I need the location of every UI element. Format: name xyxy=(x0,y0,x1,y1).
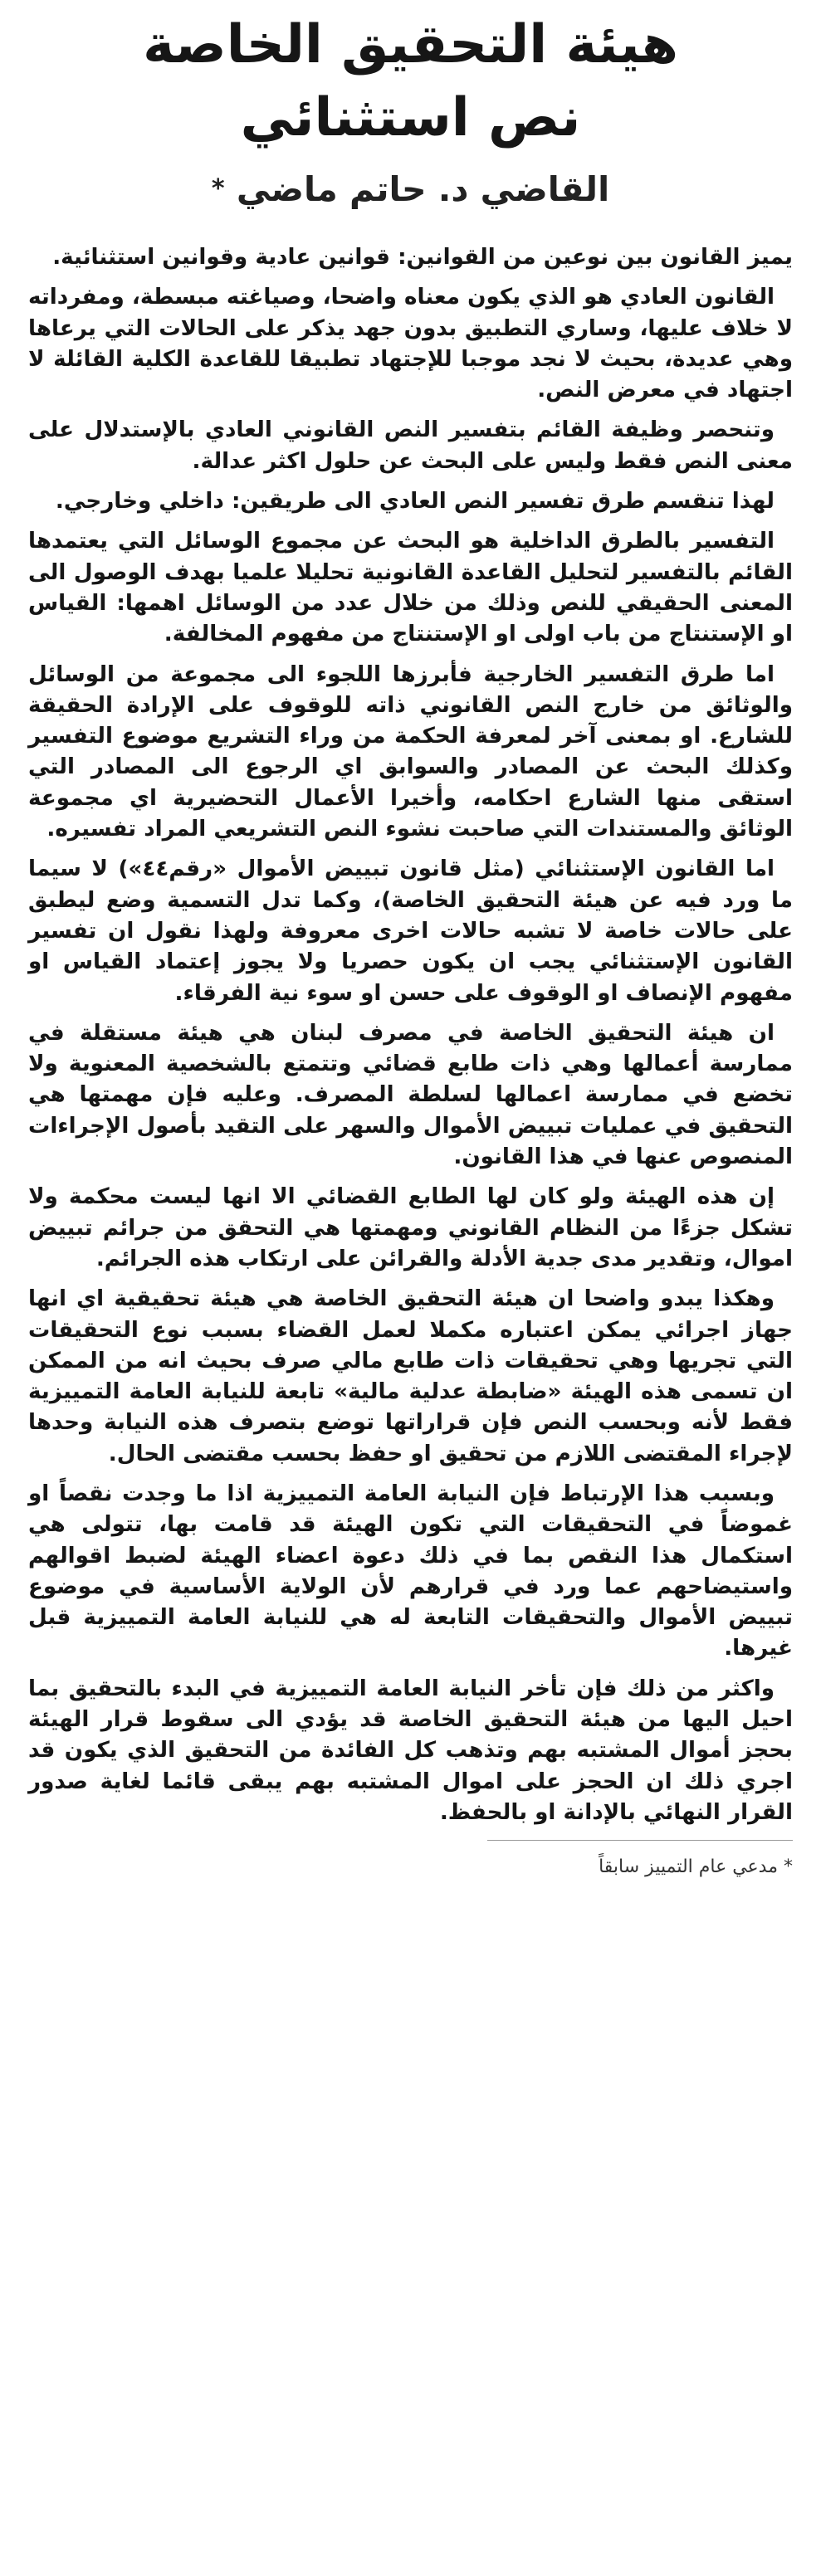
headline-line-1: هيئة التحقيق الخاصة xyxy=(143,14,678,76)
headline-line-2: نص استثنائي xyxy=(240,87,581,149)
paragraph-2: القانون العادي هو الذي يكون معناه واضحا، وصياغته مبسطة، ومفرداته لا خلاف عليها، وساري التطبيق بدون جهد يذكر على الحالات التي يرعاها وهي عديدة، بحيث لا نجد موجبا للإجتهاد تطبيقا للقاعدة الكلية القائلة لا اجتهاد في معرض النص. xyxy=(28,285,793,403)
footnote-divider xyxy=(487,1840,793,1841)
author-byline xyxy=(28,164,793,214)
author-name: القاضي د. حاتم ماضي xyxy=(236,169,610,209)
paragraph-10: وهكذا يبدو واضحا ان هيئة التحقيق الخاصة هي هيئة تحقيقية اي انها جهاز اجرائي يمكن اعتباره مكملا لعمل القضاء بسبب نوع التحقيقات التي تجريها وهي تحقيقات ذات طابع مالي صرف بحيث انه من الممكن ان تسمى هذه الهيئة «ضابطة عدلية مالية» تابعة للنيابة العامة التمييزية فقط لأنه وبحسب النص فإن قراراتها توضع بتصرف هذه النيابة وحدها لإجراء المقتضى اللازم من تحقيق او حفظ بحسب مقتضى الحال. xyxy=(28,1286,793,1466)
author-footnote-marker: * xyxy=(211,174,225,203)
paragraph-9: إن هذه الهيئة ولو كان لها الطابع القضائي الا انها ليست محكمة ولا تشكل جزءًا من النظام القانوني ومهمتها هي التحقق من جرائم تبييض اموال، وتقدير مدى جدية الأدلة والقرائن على ارتكاب هذه الجرائم. xyxy=(28,1184,793,1271)
paragraph-8: ان هيئة التحقيق الخاصة في مصرف لبنان هي هيئة مستقلة في ممارسة أعمالها وهي ذات طابع قضائي وتتمتع بالشخصية المعنوية ولا تخضع في ممارسة اعمالها لسلطة المصرف. وعليه فإن مهمتها هي التحقيق في عمليات تبييض الأموال والسهر على التقيد بأصول الإجراءات المنصوص عنها في هذا القانون. xyxy=(28,1020,793,1170)
author-footnote: * مدعي عام التمييز سابقاً xyxy=(599,1856,793,1878)
paragraph-12: واكثر من ذلك فإن تأخر النيابة العامة التمييزية في البدء بالتحقيق بما احيل اليها من هيئة التحقيق الخاصة قد يؤدي الى سقوط قرار الهيئة بحجز أموال المشتبه بهم وتذهب كل الفائدة من التحقيق الذي يكون قد اجري ذلك ان الحجز على اموال المشتبه بهم يبقى قائما لغاية صدور القرار النهائي بالإدانة او بالحفظ. xyxy=(28,1676,793,1825)
paragraph-5: التفسير بالطرق الداخلية هو البحث عن مجموع الوسائل التي يعتمدها القائم بالتفسير لتحليل القاعدة القانونية تحليلا علميا بهدف الوصول الى المعنى الحقيقي للنص وذلك من خلال عدد من الوسائل اهمها: القياس او الإستنتاج من باب اولى او الإستنتاج من مفهوم المخالفة. xyxy=(28,529,793,647)
paragraph-3: وتنحصر وظيفة القائم بتفسير النص القانوني العادي بالإستدلال على معنى النص فقط وليس على البحث عن حلول اكثر عدالة. xyxy=(28,417,793,474)
paragraph-4: لهذا تنقسم طرق تفسير النص العادي الى طريقين: داخلي وخارجي. xyxy=(55,489,775,515)
paragraph-1: يميز القانون بين نوعين من القوانين: قوانين عادية وقوانين استثنائية. xyxy=(52,245,793,270)
paragraph-11: وبسبب هذا الإرتباط فإن النيابة العامة التمييزية اذا ما وجدت نقصاً او غموضاً في التحقيقات التي تكون الهيئة قد قامت بها، تتولى هي استكمال هذا النقص بما في ذلك دعوة اعضاء الهيئة لضبط اقوالهم واستيضاحهم عما ورد في قرارهم لأن الولاية الأساسية في موضوع تبييض الأموال والتحقيقات التابعة له هي للنيابة العامة التمييزية قبل غيرها. xyxy=(28,1481,793,1661)
article-body xyxy=(28,242,793,1828)
paragraph-7: اما القانون الإستثنائي (مثل قانون تبييض الأموال «رقم٤٤») لا سيما ما ورد فيه عن هيئة التحقيق الخاصة)، وكما تدل التسمية وضع ليطبق على حالات خاصة لا تشبه حالات اخرى معروفة ولهذا نقول ان تفسير القانون الإستثنائي يجب ان يكون حصريا ولا يجوز إعتماد القياس او مفهوم الإنصاف او الوقوف على حسن او سوء نية الفرقاء. xyxy=(28,856,793,1006)
paragraph-6: اما طرق التفسير الخارجية فأبرزها اللجوء الى مجموعة من الوسائل والوثائق من خارج النص القانوني ذاته للوقوف على الإرادة الحقيقة للشارع. او بمعنى آخر لمعرفة الحكمة من وراء التشريع موضوع التفسير وكذلك البحث عن المصادر والسوابق اي الرجوع الى المصادر التي استقى منها الشارع احكامه، وأخيرا الأعمال التحضيرية اي مجموعة الوثائق والمستندات التي صاحبت نشوء النص التشريعي المراد تفسيره. xyxy=(28,661,793,842)
